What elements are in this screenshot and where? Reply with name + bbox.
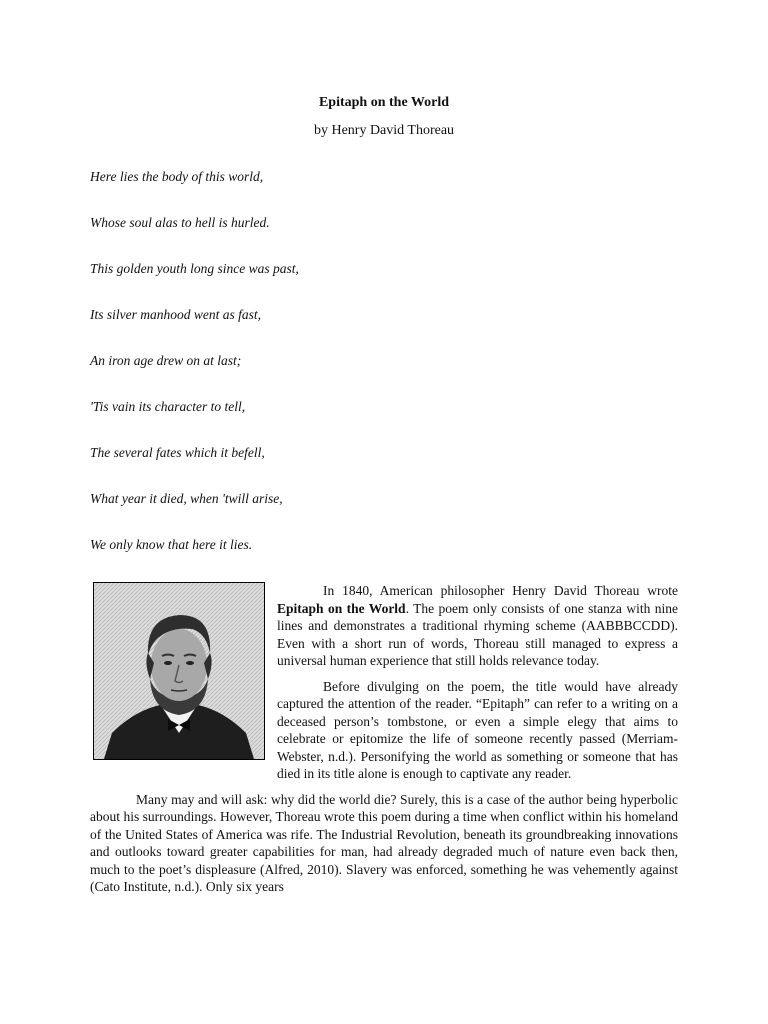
poem-line: Whose soul alas to hell is hurled.	[90, 215, 270, 230]
poem-line: An iron age drew on at last;	[90, 353, 242, 368]
essay-paragraph-3: Many may and will ask: why did the world die? Surely, this is a case of the author being hyperbolic about his surroundings. However, Thoreau wrote this poem during a time when conflict within his homeland of the United States of America was rife. The Industrial Revolution, beneath its groundbreaking innovations and outlooks toward greater capabilities for man, had already degraded much of nature even back then, much to the poet’s displeasure (Alfred, 2010). Slavery was enforced, something he was vehemently against (Cato Institute, n.d.). Only six years	[90, 791, 678, 894]
poem-stanza	[90, 168, 299, 582]
poem-line: The several fates which it befell,	[90, 445, 265, 460]
essay-paragraph-1: In 1840, American philosopher Henry David Thoreau wrote Epitaph on the World. The poem only consists of one stanza with nine lines and demonstrates a traditional rhyming scheme (AABBBCCDD). Even with a short run of words, Thoreau still managed to express a universal human experience that still holds relevance today.	[277, 583, 678, 668]
thoreau-portrait-image	[93, 582, 265, 760]
poem-line: We only know that here it lies.	[90, 537, 253, 552]
poem-title: Epitaph on the World	[318, 95, 450, 110]
poem-byline: by Henry David Thoreau	[313, 123, 455, 138]
poem-line: Here lies the body of this world,	[90, 169, 264, 184]
poem-line: 'Tis vain its character to tell,	[90, 399, 246, 414]
essay-body	[90, 582, 678, 904]
poem-line: What year it died, when 'twill arise,	[90, 491, 283, 506]
poem-line: This golden youth long since was past,	[90, 261, 299, 276]
poem-line: Its silver manhood went as fast,	[90, 307, 261, 322]
portrait-illustration	[94, 583, 264, 759]
poem-title-reference: Epitaph on the World	[277, 600, 406, 616]
essay-paragraph-2: Before divulging on the poem, the title would have already captured the attention of the reader. “Epitaph” can refer to a writing on a deceased person’s tombstone, or even a simple elegy that aims to celebrate or epitomize the life of someone recently passed (Merriam-Webster, n.d.). Personifying the world as something or someone that has died in its title alone is enough to captivate any reader.	[277, 678, 678, 781]
